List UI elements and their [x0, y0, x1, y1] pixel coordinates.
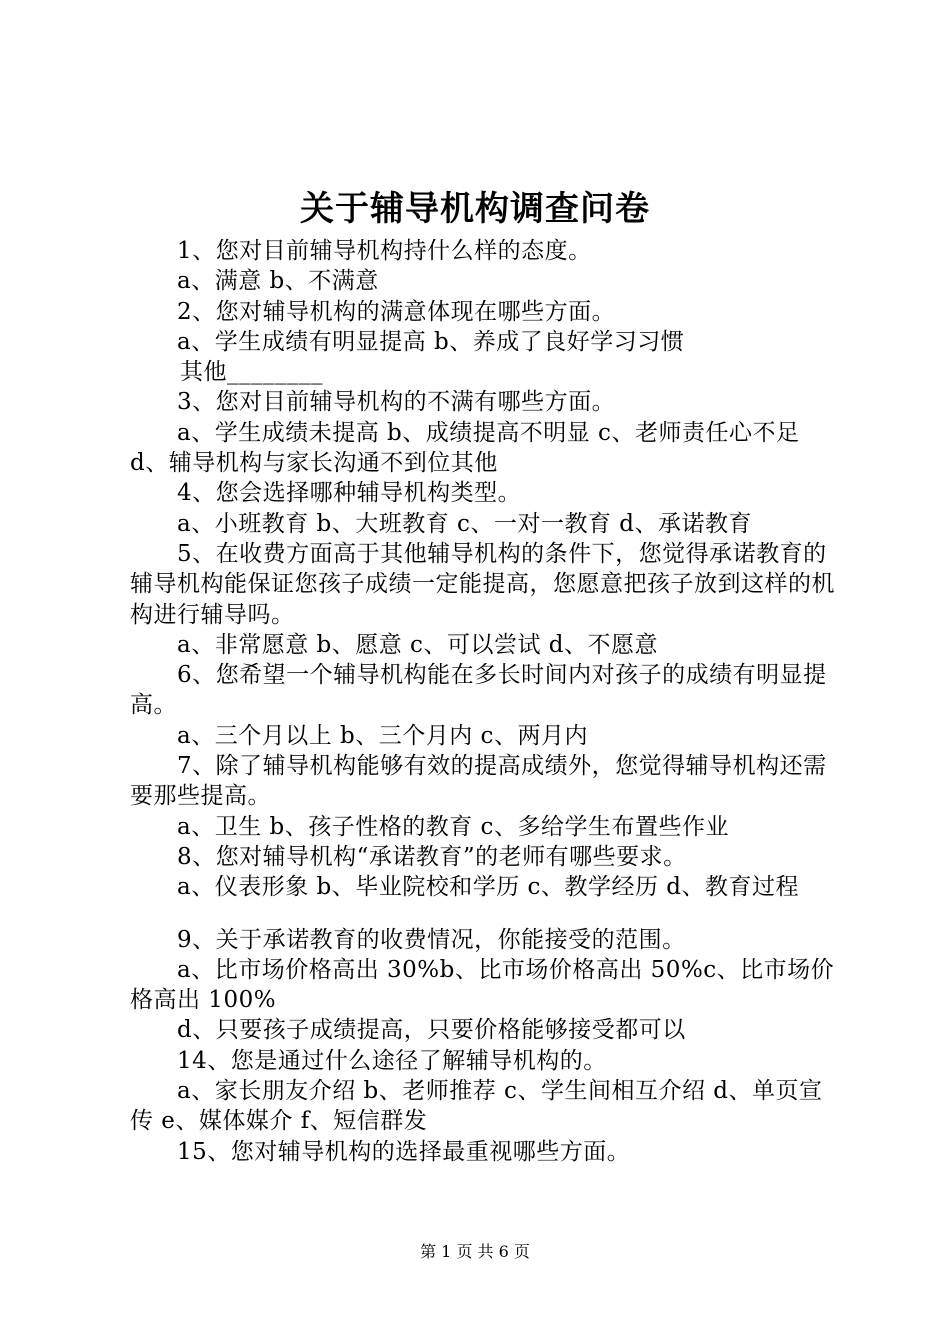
document-title: 关于辅导机构调查问卷: [300, 189, 650, 229]
answer-other-2: 其他________: [180, 359, 323, 386]
question-6: 6、您希望一个辅导机构能在多长时间内对孩子的成绩有明显提高。: [130, 662, 827, 719]
question-7: 7、除了辅导机构能够有效的提高成绩外，您觉得辅导机构还需要那些提高。: [130, 753, 827, 810]
answer-options-7: a、卫生 b、孩子性格的教育 c、多给学生布置些作业: [177, 813, 729, 840]
question-4: 4、您会选择哪种辅导机构类型。: [177, 480, 522, 507]
question-1: 1、您对目前辅导机构持什么样的态度。: [177, 238, 592, 264]
page-footer: 第 1 页 共 6 页: [420, 1242, 530, 1261]
document-body: [130, 236, 840, 1167]
paragraph-gap: [130, 903, 840, 925]
answer-options-1: a、满意 b、不满意: [177, 268, 379, 295]
question-14: 14、您是通过什么途径了解辅导机构的。: [177, 1047, 607, 1074]
question-2: 2、您对辅导机构的满意体现在哪些方面。: [177, 298, 616, 325]
answer-options-5: a、非常愿意 b、愿意 c、可以尝试 d、不愿意: [177, 631, 658, 658]
question-9: 9、关于承诺教育的收费情况，你能接受的范围。: [177, 926, 686, 953]
answer-options-3: a、学生成绩未提高 b、成绩提高不明显 c、老师责任心不足 d、辅导机构与家长沟通不到位其他: [130, 419, 800, 477]
answer-options-2: a、学生成绩有明显提高 b、养成了良好学习习惯: [177, 328, 685, 355]
answer-options-14: a、家长朋友介绍 b、老师推荐 c、学生间相互介绍 d、单页宣传 e、媒体媒介 f、短信群发: [130, 1078, 823, 1135]
question-15: 15、您对辅导机构的选择最重视哪些方面。: [177, 1138, 631, 1165]
answer-options-9: a、比市场价格高出 30%b、比市场价格高出 50%c、比市场价格高出 100%: [130, 956, 835, 1014]
question-8: 8、您对辅导机构“承诺教育”的老师有哪些要求。: [177, 843, 687, 870]
question-3: 3、您对目前辅导机构的不满有哪些方面。: [177, 389, 616, 416]
answer-options-4: a、小班教育 b、大班教育 c、一对一教育 d、承诺教育: [177, 510, 752, 537]
answer-options-6: a、三个月以上 b、三个月内 c、两月内: [177, 722, 588, 749]
question-5: 5、在收费方面高于其他辅导机构的条件下，您觉得承诺教育的辅导机构能保证您孩子成绩一定能提高，您愿意把孩子放到这样的机构进行辅导吗。: [130, 540, 835, 628]
answer-options-8: a、仪表形象 b、毕业院校和学历 c、教学经历 d、教育过程: [177, 874, 799, 901]
answer-options-9-d: d、只要孩子成绩提高，只要价格能够接受都可以: [177, 1017, 686, 1044]
